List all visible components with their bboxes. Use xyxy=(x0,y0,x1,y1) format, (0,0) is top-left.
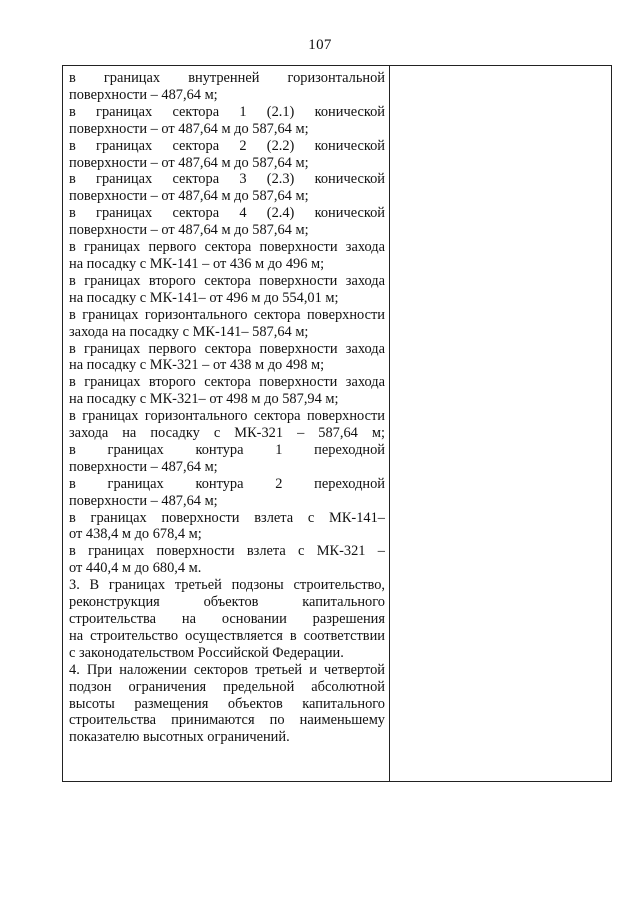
restriction-line-1: в границах сектора 4 (2.4) конической xyxy=(69,205,385,222)
right-cell xyxy=(390,66,611,781)
restriction-item xyxy=(69,171,385,205)
restriction-line-2: захода на посадку с МК-141– 587,64 м; xyxy=(69,323,309,340)
clause-4-line: строительства принимаются по наименьшему xyxy=(69,712,385,729)
clause-4 xyxy=(69,662,385,747)
restriction-line-2: на посадку с МК-141 – от 436 м до 496 м; xyxy=(69,255,325,272)
clause-3-line: строительства на основании разрешения xyxy=(69,611,385,627)
restriction-line-2: поверхности – 487,64 м; xyxy=(69,86,218,103)
clause-4-line: подзон ограничения предельной абсолютной xyxy=(69,678,385,695)
clause-4-line: 4. При наложении секторов третьей и четвертой xyxy=(69,661,385,678)
restriction-line-2: от 438,4 м до 678,4 м; xyxy=(69,526,202,543)
clause-3-line: на строительство осуществляется в соответствии xyxy=(69,627,385,644)
restriction-line-1: в границах сектора 1 (2.1) конической xyxy=(69,103,385,120)
restriction-item xyxy=(69,205,385,239)
restriction-item xyxy=(69,408,385,442)
restriction-line-2: поверхности – от 487,64 м до 587,64 м; xyxy=(69,154,309,171)
restriction-line-1: в границах горизонтального сектора поверхности xyxy=(69,306,385,323)
restriction-line-2: поверхности – от 487,64 м до 587,64 м; xyxy=(69,188,309,205)
clause-4-line: показателю высотных ограничений. xyxy=(69,729,290,746)
restriction-line-1: в границах второго сектора поверхности захода xyxy=(69,272,385,289)
clause-3-line: 3. В границах третьей подзоны строительство, xyxy=(69,577,385,594)
restriction-line-1: в границах поверхности взлета с МК-141– xyxy=(69,509,385,526)
restriction-item xyxy=(69,510,385,544)
restriction-line-2: поверхности – от 487,64 м до 587,64 м; xyxy=(69,120,309,137)
restriction-line-1: в границах первого сектора поверхности захода xyxy=(69,239,385,256)
restriction-line-2: от 440,4 м до 680,4 м. xyxy=(69,560,202,577)
restriction-item xyxy=(69,543,385,577)
restriction-line-2: на посадку с МК-321– от 498 м до 587,94 м; xyxy=(69,391,339,408)
clause-3-line: реконструкция объектов капитального xyxy=(69,594,385,611)
left-cell xyxy=(63,66,390,781)
restriction-item xyxy=(69,70,385,104)
restriction-line-2: поверхности – от 487,64 м до 587,64 м; xyxy=(69,222,309,239)
restriction-line-1: в границах горизонтального сектора поверхности xyxy=(69,408,385,425)
restriction-item xyxy=(69,104,385,138)
restriction-item xyxy=(69,374,385,408)
document-table xyxy=(62,65,612,782)
clause-3 xyxy=(69,577,385,662)
restriction-line-1: в границах внутренней горизонтальной xyxy=(69,70,385,86)
clause-4-line: высоты размещения объектов капитального xyxy=(69,695,385,712)
restriction-line-2: поверхности – 487,64 м; xyxy=(69,458,218,475)
restriction-line-2: поверхности – 487,64 м; xyxy=(69,492,218,509)
restriction-line-2: захода на посадку с МК-321 – 587,64 м; xyxy=(69,425,385,442)
restriction-item xyxy=(69,476,385,510)
restriction-line-1: в границах контура 2 переходной xyxy=(69,475,385,492)
restriction-item xyxy=(69,307,385,341)
restriction-line-2: на посадку с МК-321 – от 438 м до 498 м; xyxy=(69,357,325,374)
page-number: 107 xyxy=(308,37,332,53)
restriction-line-1: в границах первого сектора поверхности захода xyxy=(69,340,385,357)
restriction-line-1: в границах сектора 2 (2.2) конической xyxy=(69,137,385,154)
clause-3-line: с законодательством Российской Федерации. xyxy=(69,644,344,661)
restriction-line-1: в границах поверхности взлета с МК-321 – xyxy=(69,543,385,560)
restriction-line-2: на посадку с МК-141– от 496 м до 554,01 м; xyxy=(69,289,339,306)
restriction-line-1: в границах второго сектора поверхности захода xyxy=(69,374,385,391)
restriction-line-1: в границах контура 1 переходной xyxy=(69,441,385,458)
restriction-item xyxy=(69,442,385,476)
restriction-item xyxy=(69,273,385,307)
restriction-line-1: в границах сектора 3 (2.3) конической xyxy=(69,171,385,188)
restriction-item xyxy=(69,239,385,273)
restriction-item xyxy=(69,138,385,172)
restriction-item xyxy=(69,341,385,375)
